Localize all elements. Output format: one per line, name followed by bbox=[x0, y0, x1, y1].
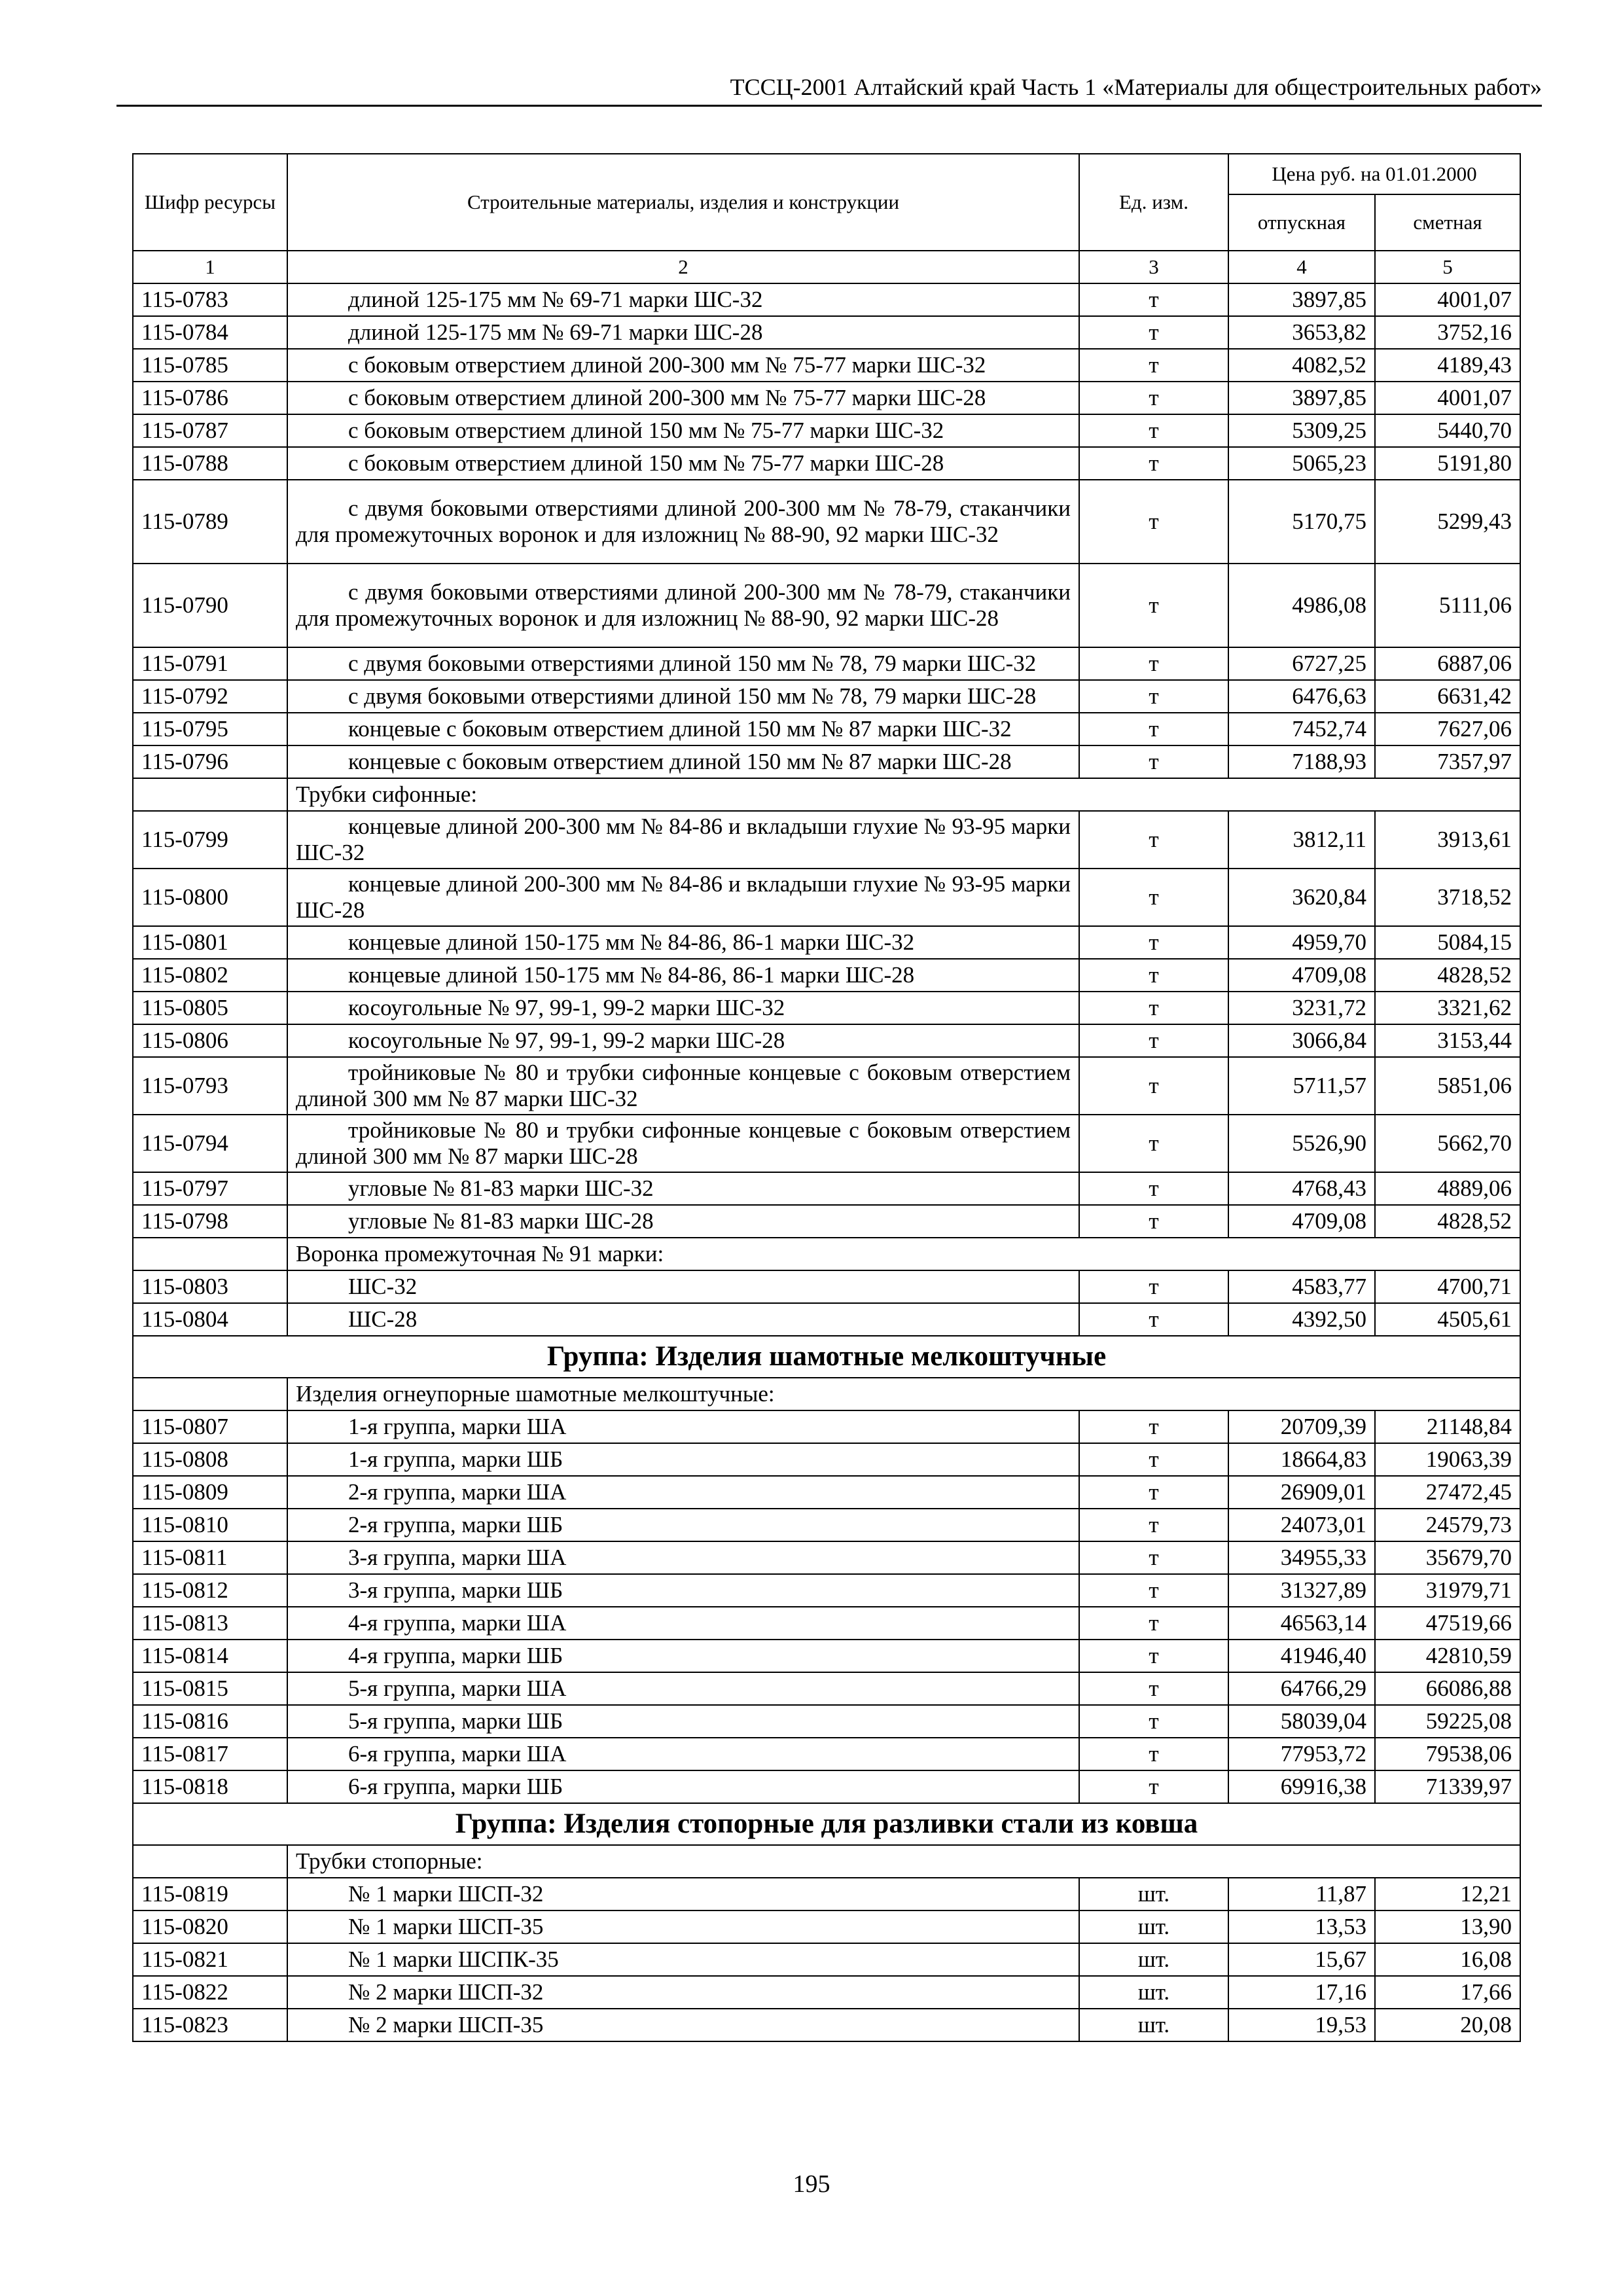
estimate-price: 6887,06 bbox=[1375, 647, 1520, 680]
unit: т bbox=[1079, 745, 1228, 778]
material-name: угловые № 81-83 марки ШС-28 bbox=[287, 1205, 1079, 1238]
resource-code: 115-0787 bbox=[133, 414, 287, 447]
page-number: 195 bbox=[793, 2170, 830, 2198]
estimate-price: 31979,71 bbox=[1375, 1574, 1520, 1607]
release-price: 77953,72 bbox=[1228, 1738, 1375, 1770]
estimate-price: 4700,71 bbox=[1375, 1270, 1520, 1303]
unit: т bbox=[1079, 1574, 1228, 1607]
empty-cell bbox=[133, 1238, 287, 1270]
section-heading: Изделия огнеупорные шамотные мелкоштучные: bbox=[287, 1378, 1520, 1410]
price-table bbox=[132, 153, 1521, 2042]
unit: т bbox=[1079, 414, 1228, 447]
estimate-price: 17,66 bbox=[1375, 1976, 1520, 2009]
table-row bbox=[133, 1443, 1520, 1476]
table-row bbox=[133, 1541, 1520, 1574]
resource-code: 115-0806 bbox=[133, 1024, 287, 1057]
estimate-price: 3321,62 bbox=[1375, 992, 1520, 1024]
unit: т bbox=[1079, 1607, 1228, 1640]
column-number: 4 bbox=[1228, 251, 1375, 283]
estimate-price: 5299,43 bbox=[1375, 480, 1520, 564]
unit: шт. bbox=[1079, 1943, 1228, 1976]
table-row bbox=[133, 992, 1520, 1024]
estimate-price: 4828,52 bbox=[1375, 959, 1520, 992]
material-name: 2-я группа, марки ША bbox=[287, 1476, 1079, 1509]
material-name: № 2 марки ШСП-35 bbox=[287, 2009, 1079, 2041]
estimate-price: 5084,15 bbox=[1375, 926, 1520, 959]
release-price: 26909,01 bbox=[1228, 1476, 1375, 1509]
resource-code: 115-0821 bbox=[133, 1943, 287, 1976]
unit: т bbox=[1079, 564, 1228, 647]
material-name: концевые длиной 200-300 мм № 84-86 и вкладыши глухие № 93-95 марки ШС-28 bbox=[287, 869, 1079, 926]
resource-code: 115-0823 bbox=[133, 2009, 287, 2041]
resource-code: 115-0797 bbox=[133, 1172, 287, 1205]
empty-cell bbox=[133, 1845, 287, 1878]
table-row bbox=[133, 713, 1520, 745]
unit: т bbox=[1079, 680, 1228, 713]
resource-code: 115-0813 bbox=[133, 1607, 287, 1640]
estimate-price: 4828,52 bbox=[1375, 1205, 1520, 1238]
release-price: 4392,50 bbox=[1228, 1303, 1375, 1336]
release-price: 3897,85 bbox=[1228, 283, 1375, 316]
group-heading: Группа: Изделия стопорные для разливки стали из ковша bbox=[133, 1803, 1520, 1845]
section-row bbox=[133, 1378, 1520, 1410]
release-price: 3231,72 bbox=[1228, 992, 1375, 1024]
estimate-price: 4889,06 bbox=[1375, 1172, 1520, 1205]
material-name: косоугольные № 97, 99-1, 99-2 марки ШС-32 bbox=[287, 992, 1079, 1024]
resource-code: 115-0784 bbox=[133, 316, 287, 349]
release-price: 6476,63 bbox=[1228, 680, 1375, 713]
release-price: 3620,84 bbox=[1228, 869, 1375, 926]
unit: т bbox=[1079, 1270, 1228, 1303]
release-price: 46563,14 bbox=[1228, 1607, 1375, 1640]
column-number: 1 bbox=[133, 251, 287, 283]
resource-code: 115-0819 bbox=[133, 1878, 287, 1910]
release-price: 4768,43 bbox=[1228, 1172, 1375, 1205]
estimate-price: 16,08 bbox=[1375, 1943, 1520, 1976]
release-price: 4709,08 bbox=[1228, 959, 1375, 992]
estimate-price: 13,90 bbox=[1375, 1910, 1520, 1943]
column-header-release-price: отпускная bbox=[1228, 194, 1375, 251]
group-row bbox=[133, 1803, 1520, 1845]
material-name: 3-я группа, марки ШБ bbox=[287, 1574, 1079, 1607]
material-name: концевые длиной 150-175 мм № 84-86, 86-1 марки ШС-32 bbox=[287, 926, 1079, 959]
release-price: 5309,25 bbox=[1228, 414, 1375, 447]
table-row bbox=[133, 1878, 1520, 1910]
column-number: 3 bbox=[1079, 251, 1228, 283]
resource-code: 115-0804 bbox=[133, 1303, 287, 1336]
column-header-unit: Ед. изм. bbox=[1079, 154, 1228, 251]
unit: т bbox=[1079, 349, 1228, 382]
release-price: 5170,75 bbox=[1228, 480, 1375, 564]
estimate-price: 5191,80 bbox=[1375, 447, 1520, 480]
resource-code: 115-0817 bbox=[133, 1738, 287, 1770]
table-body bbox=[133, 283, 1520, 2041]
unit: т bbox=[1079, 647, 1228, 680]
material-name: с двумя боковыми отверстиями длиной 150 мм № 78, 79 марки ШС-28 bbox=[287, 680, 1079, 713]
table-row bbox=[133, 1476, 1520, 1509]
resource-code: 115-0800 bbox=[133, 869, 287, 926]
material-name: концевые с боковым отверстием длиной 150 мм № 87 марки ШС-28 bbox=[287, 745, 1079, 778]
release-price: 31327,89 bbox=[1228, 1574, 1375, 1607]
material-name: с боковым отверстием длиной 200-300 мм № 75-77 марки ШС-28 bbox=[287, 382, 1079, 414]
table-row bbox=[133, 316, 1520, 349]
table-row bbox=[133, 1410, 1520, 1443]
release-price: 3066,84 bbox=[1228, 1024, 1375, 1057]
table-row bbox=[133, 382, 1520, 414]
resource-code: 115-0809 bbox=[133, 1476, 287, 1509]
section-heading: Трубки стопорные: bbox=[287, 1845, 1520, 1878]
resource-code: 115-0789 bbox=[133, 480, 287, 564]
table-row bbox=[133, 1303, 1520, 1336]
material-name: длиной 125-175 мм № 69-71 марки ШС-32 bbox=[287, 283, 1079, 316]
material-name: с боковым отверстием длиной 200-300 мм № 75-77 марки ШС-32 bbox=[287, 349, 1079, 382]
resource-code: 115-0811 bbox=[133, 1541, 287, 1574]
unit: т bbox=[1079, 1509, 1228, 1541]
release-price: 64766,29 bbox=[1228, 1672, 1375, 1705]
estimate-price: 5440,70 bbox=[1375, 414, 1520, 447]
section-row bbox=[133, 1238, 1520, 1270]
resource-code: 115-0786 bbox=[133, 382, 287, 414]
release-price: 17,16 bbox=[1228, 1976, 1375, 2009]
table-row bbox=[133, 1607, 1520, 1640]
release-price: 15,67 bbox=[1228, 1943, 1375, 1976]
material-name: 1-я группа, марки ШБ bbox=[287, 1443, 1079, 1476]
unit: т bbox=[1079, 1172, 1228, 1205]
material-name: 5-я группа, марки ШБ bbox=[287, 1705, 1079, 1738]
release-price: 19,53 bbox=[1228, 2009, 1375, 2041]
unit: т bbox=[1079, 1024, 1228, 1057]
unit: т bbox=[1079, 992, 1228, 1024]
table-row bbox=[133, 1057, 1520, 1115]
estimate-price: 3718,52 bbox=[1375, 869, 1520, 926]
unit: т bbox=[1079, 1205, 1228, 1238]
material-name: с боковым отверстием длиной 150 мм № 75-77 марки ШС-28 bbox=[287, 447, 1079, 480]
unit: т bbox=[1079, 1410, 1228, 1443]
estimate-price: 12,21 bbox=[1375, 1878, 1520, 1910]
release-price: 5711,57 bbox=[1228, 1057, 1375, 1115]
table-row bbox=[133, 745, 1520, 778]
table-row bbox=[133, 349, 1520, 382]
table-row bbox=[133, 1738, 1520, 1770]
unit: т bbox=[1079, 1640, 1228, 1672]
table-row bbox=[133, 647, 1520, 680]
material-name: ШС-32 bbox=[287, 1270, 1079, 1303]
material-name: 4-я группа, марки ША bbox=[287, 1607, 1079, 1640]
estimate-price: 20,08 bbox=[1375, 2009, 1520, 2041]
unit: т bbox=[1079, 1303, 1228, 1336]
unit: т bbox=[1079, 283, 1228, 316]
material-name: № 2 марки ШСП-32 bbox=[287, 1976, 1079, 2009]
estimate-price: 19063,39 bbox=[1375, 1443, 1520, 1476]
estimate-price: 24579,73 bbox=[1375, 1509, 1520, 1541]
unit: шт. bbox=[1079, 2009, 1228, 2041]
material-name: с двумя боковыми отверстиями длиной 200-300 мм № 78-79, стаканчики для промежуточных воронок и для изложниц № 88-90, 92 марки ШС-28 bbox=[287, 564, 1079, 647]
material-name: 6-я группа, марки ША bbox=[287, 1738, 1079, 1770]
resource-code: 115-0820 bbox=[133, 1910, 287, 1943]
unit: т bbox=[1079, 811, 1228, 869]
column-number: 5 bbox=[1375, 251, 1520, 283]
table-row bbox=[133, 414, 1520, 447]
table-row bbox=[133, 1574, 1520, 1607]
material-name: 3-я группа, марки ША bbox=[287, 1541, 1079, 1574]
table-row bbox=[133, 1705, 1520, 1738]
unit: т bbox=[1079, 447, 1228, 480]
header-rule bbox=[116, 105, 1542, 107]
resource-code: 115-0795 bbox=[133, 713, 287, 745]
unit: т bbox=[1079, 959, 1228, 992]
resource-code: 115-0798 bbox=[133, 1205, 287, 1238]
unit: т bbox=[1079, 1672, 1228, 1705]
section-heading: Трубки сифонные: bbox=[287, 778, 1520, 811]
resource-code: 115-0794 bbox=[133, 1115, 287, 1172]
table-row bbox=[133, 1640, 1520, 1672]
material-name: длиной 125-175 мм № 69-71 марки ШС-28 bbox=[287, 316, 1079, 349]
estimate-price: 4001,07 bbox=[1375, 382, 1520, 414]
unit: т bbox=[1079, 1476, 1228, 1509]
release-price: 4959,70 bbox=[1228, 926, 1375, 959]
unit: т bbox=[1079, 1115, 1228, 1172]
column-header-price: Цена руб. на 01.01.2000 bbox=[1228, 154, 1520, 194]
resource-code: 115-0785 bbox=[133, 349, 287, 382]
table-row bbox=[133, 2009, 1520, 2041]
table-row bbox=[133, 959, 1520, 992]
table-row bbox=[133, 1205, 1520, 1238]
estimate-price: 7357,97 bbox=[1375, 745, 1520, 778]
material-name: тройниковые № 80 и трубки сифонные концевые с боковым отверстием длиной 300 мм № 87 марки ШС-28 bbox=[287, 1115, 1079, 1172]
estimate-price: 42810,59 bbox=[1375, 1640, 1520, 1672]
table-row bbox=[133, 680, 1520, 713]
group-row bbox=[133, 1336, 1520, 1378]
resource-code: 115-0792 bbox=[133, 680, 287, 713]
table-row bbox=[133, 1509, 1520, 1541]
release-price: 7452,74 bbox=[1228, 713, 1375, 745]
resource-code: 115-0801 bbox=[133, 926, 287, 959]
material-name: с боковым отверстием длиной 150 мм № 75-77 марки ШС-32 bbox=[287, 414, 1079, 447]
release-price: 24073,01 bbox=[1228, 1509, 1375, 1541]
material-name: тройниковые № 80 и трубки сифонные концевые с боковым отверстием длиной 300 мм № 87 марки ШС-32 bbox=[287, 1057, 1079, 1115]
table-row bbox=[133, 1943, 1520, 1976]
table-row bbox=[133, 564, 1520, 647]
resource-code: 115-0788 bbox=[133, 447, 287, 480]
material-name: концевые с боковым отверстием длиной 150 мм № 87 марки ШС-32 bbox=[287, 713, 1079, 745]
table-row bbox=[133, 811, 1520, 869]
resource-code: 115-0796 bbox=[133, 745, 287, 778]
column-header-estimate-price: сметная bbox=[1375, 194, 1520, 251]
material-name: 4-я группа, марки ШБ bbox=[287, 1640, 1079, 1672]
table-row bbox=[133, 1976, 1520, 2009]
estimate-price: 59225,08 bbox=[1375, 1705, 1520, 1738]
table-row bbox=[133, 1270, 1520, 1303]
estimate-price: 6631,42 bbox=[1375, 680, 1520, 713]
material-name: косоугольные № 97, 99-1, 99-2 марки ШС-28 bbox=[287, 1024, 1079, 1057]
release-price: 13,53 bbox=[1228, 1910, 1375, 1943]
release-price: 11,87 bbox=[1228, 1878, 1375, 1910]
release-price: 4583,77 bbox=[1228, 1270, 1375, 1303]
material-name: № 1 марки ШСПК-35 bbox=[287, 1943, 1079, 1976]
estimate-price: 3153,44 bbox=[1375, 1024, 1520, 1057]
running-header: ТССЦ-2001 Алтайский край Часть 1 «Материалы для общестроительных работ» bbox=[730, 74, 1542, 100]
column-header-code: Шифр ресурсы bbox=[133, 154, 287, 251]
material-name: угловые № 81-83 марки ШС-32 bbox=[287, 1172, 1079, 1205]
release-price: 20709,39 bbox=[1228, 1410, 1375, 1443]
release-price: 3812,11 bbox=[1228, 811, 1375, 869]
estimate-price: 71339,97 bbox=[1375, 1770, 1520, 1803]
resource-code: 115-0818 bbox=[133, 1770, 287, 1803]
table-row bbox=[133, 869, 1520, 926]
release-price: 4082,52 bbox=[1228, 349, 1375, 382]
resource-code: 115-0791 bbox=[133, 647, 287, 680]
estimate-price: 27472,45 bbox=[1375, 1476, 1520, 1509]
table-row bbox=[133, 1910, 1520, 1943]
unit: т bbox=[1079, 869, 1228, 926]
table-row bbox=[133, 1672, 1520, 1705]
material-name: концевые длиной 200-300 мм № 84-86 и вкладыши глухие № 93-95 марки ШС-32 bbox=[287, 811, 1079, 869]
unit: т bbox=[1079, 1541, 1228, 1574]
unit: т bbox=[1079, 1770, 1228, 1803]
unit: т bbox=[1079, 713, 1228, 745]
release-price: 5526,90 bbox=[1228, 1115, 1375, 1172]
release-price: 69916,38 bbox=[1228, 1770, 1375, 1803]
release-price: 7188,93 bbox=[1228, 745, 1375, 778]
release-price: 34955,33 bbox=[1228, 1541, 1375, 1574]
table-row bbox=[133, 926, 1520, 959]
unit: т bbox=[1079, 382, 1228, 414]
section-row bbox=[133, 1845, 1520, 1878]
unit: т bbox=[1079, 480, 1228, 564]
release-price: 4709,08 bbox=[1228, 1205, 1375, 1238]
release-price: 3897,85 bbox=[1228, 382, 1375, 414]
release-price: 4986,08 bbox=[1228, 564, 1375, 647]
unit: шт. bbox=[1079, 1878, 1228, 1910]
resource-code: 115-0793 bbox=[133, 1057, 287, 1115]
material-name: 2-я группа, марки ШБ bbox=[287, 1509, 1079, 1541]
estimate-price: 66086,88 bbox=[1375, 1672, 1520, 1705]
resource-code: 115-0812 bbox=[133, 1574, 287, 1607]
material-name: 1-я группа, марки ША bbox=[287, 1410, 1079, 1443]
resource-code: 115-0799 bbox=[133, 811, 287, 869]
table-row bbox=[133, 1115, 1520, 1172]
column-number: 2 bbox=[287, 251, 1079, 283]
estimate-price: 4189,43 bbox=[1375, 349, 1520, 382]
release-price: 18664,83 bbox=[1228, 1443, 1375, 1476]
material-name: с двумя боковыми отверстиями длиной 150 мм № 78, 79 марки ШС-32 bbox=[287, 647, 1079, 680]
unit: т bbox=[1079, 1738, 1228, 1770]
estimate-price: 4505,61 bbox=[1375, 1303, 1520, 1336]
resource-code: 115-0815 bbox=[133, 1672, 287, 1705]
material-name: 6-я группа, марки ШБ bbox=[287, 1770, 1079, 1803]
resource-code: 115-0802 bbox=[133, 959, 287, 992]
empty-cell bbox=[133, 778, 287, 811]
material-name: 5-я группа, марки ША bbox=[287, 1672, 1079, 1705]
unit: т bbox=[1079, 1057, 1228, 1115]
resource-code: 115-0790 bbox=[133, 564, 287, 647]
unit: шт. bbox=[1079, 1976, 1228, 2009]
unit: т bbox=[1079, 1705, 1228, 1738]
estimate-price: 21148,84 bbox=[1375, 1410, 1520, 1443]
material-name: № 1 марки ШСП-32 bbox=[287, 1878, 1079, 1910]
estimate-price: 79538,06 bbox=[1375, 1738, 1520, 1770]
release-price: 3653,82 bbox=[1228, 316, 1375, 349]
unit: шт. bbox=[1079, 1910, 1228, 1943]
estimate-price: 5851,06 bbox=[1375, 1057, 1520, 1115]
estimate-price: 4001,07 bbox=[1375, 283, 1520, 316]
table-row bbox=[133, 1770, 1520, 1803]
resource-code: 115-0816 bbox=[133, 1705, 287, 1738]
group-heading: Группа: Изделия шамотные мелкоштучные bbox=[133, 1336, 1520, 1378]
estimate-price: 7627,06 bbox=[1375, 713, 1520, 745]
table-row bbox=[133, 447, 1520, 480]
release-price: 5065,23 bbox=[1228, 447, 1375, 480]
estimate-price: 3752,16 bbox=[1375, 316, 1520, 349]
estimate-price: 35679,70 bbox=[1375, 1541, 1520, 1574]
section-row bbox=[133, 778, 1520, 811]
resource-code: 115-0822 bbox=[133, 1976, 287, 2009]
unit: т bbox=[1079, 316, 1228, 349]
resource-code: 115-0783 bbox=[133, 283, 287, 316]
estimate-price: 47519,66 bbox=[1375, 1607, 1520, 1640]
material-name: ШС-28 bbox=[287, 1303, 1079, 1336]
material-name: концевые длиной 150-175 мм № 84-86, 86-1 марки ШС-28 bbox=[287, 959, 1079, 992]
release-price: 41946,40 bbox=[1228, 1640, 1375, 1672]
estimate-price: 3913,61 bbox=[1375, 811, 1520, 869]
estimate-price: 5662,70 bbox=[1375, 1115, 1520, 1172]
unit: т bbox=[1079, 926, 1228, 959]
resource-code: 115-0810 bbox=[133, 1509, 287, 1541]
table-row bbox=[133, 283, 1520, 316]
table-row bbox=[133, 1024, 1520, 1057]
resource-code: 115-0808 bbox=[133, 1443, 287, 1476]
resource-code: 115-0807 bbox=[133, 1410, 287, 1443]
unit: т bbox=[1079, 1443, 1228, 1476]
release-price: 58039,04 bbox=[1228, 1705, 1375, 1738]
resource-code: 115-0805 bbox=[133, 992, 287, 1024]
table-row bbox=[133, 1172, 1520, 1205]
material-name: № 1 марки ШСП-35 bbox=[287, 1910, 1079, 1943]
resource-code: 115-0814 bbox=[133, 1640, 287, 1672]
estimate-price: 5111,06 bbox=[1375, 564, 1520, 647]
release-price: 6727,25 bbox=[1228, 647, 1375, 680]
resource-code: 115-0803 bbox=[133, 1270, 287, 1303]
empty-cell bbox=[133, 1378, 287, 1410]
section-heading: Воронка промежуточная № 91 марки: bbox=[287, 1238, 1520, 1270]
material-name: с двумя боковыми отверстиями длиной 200-300 мм № 78-79, стаканчики для промежуточных воронок и для изложниц № 88-90, 92 марки ШС-32 bbox=[287, 480, 1079, 564]
table-row bbox=[133, 480, 1520, 564]
column-header-name: Строительные материалы, изделия и конструкции bbox=[287, 154, 1079, 251]
